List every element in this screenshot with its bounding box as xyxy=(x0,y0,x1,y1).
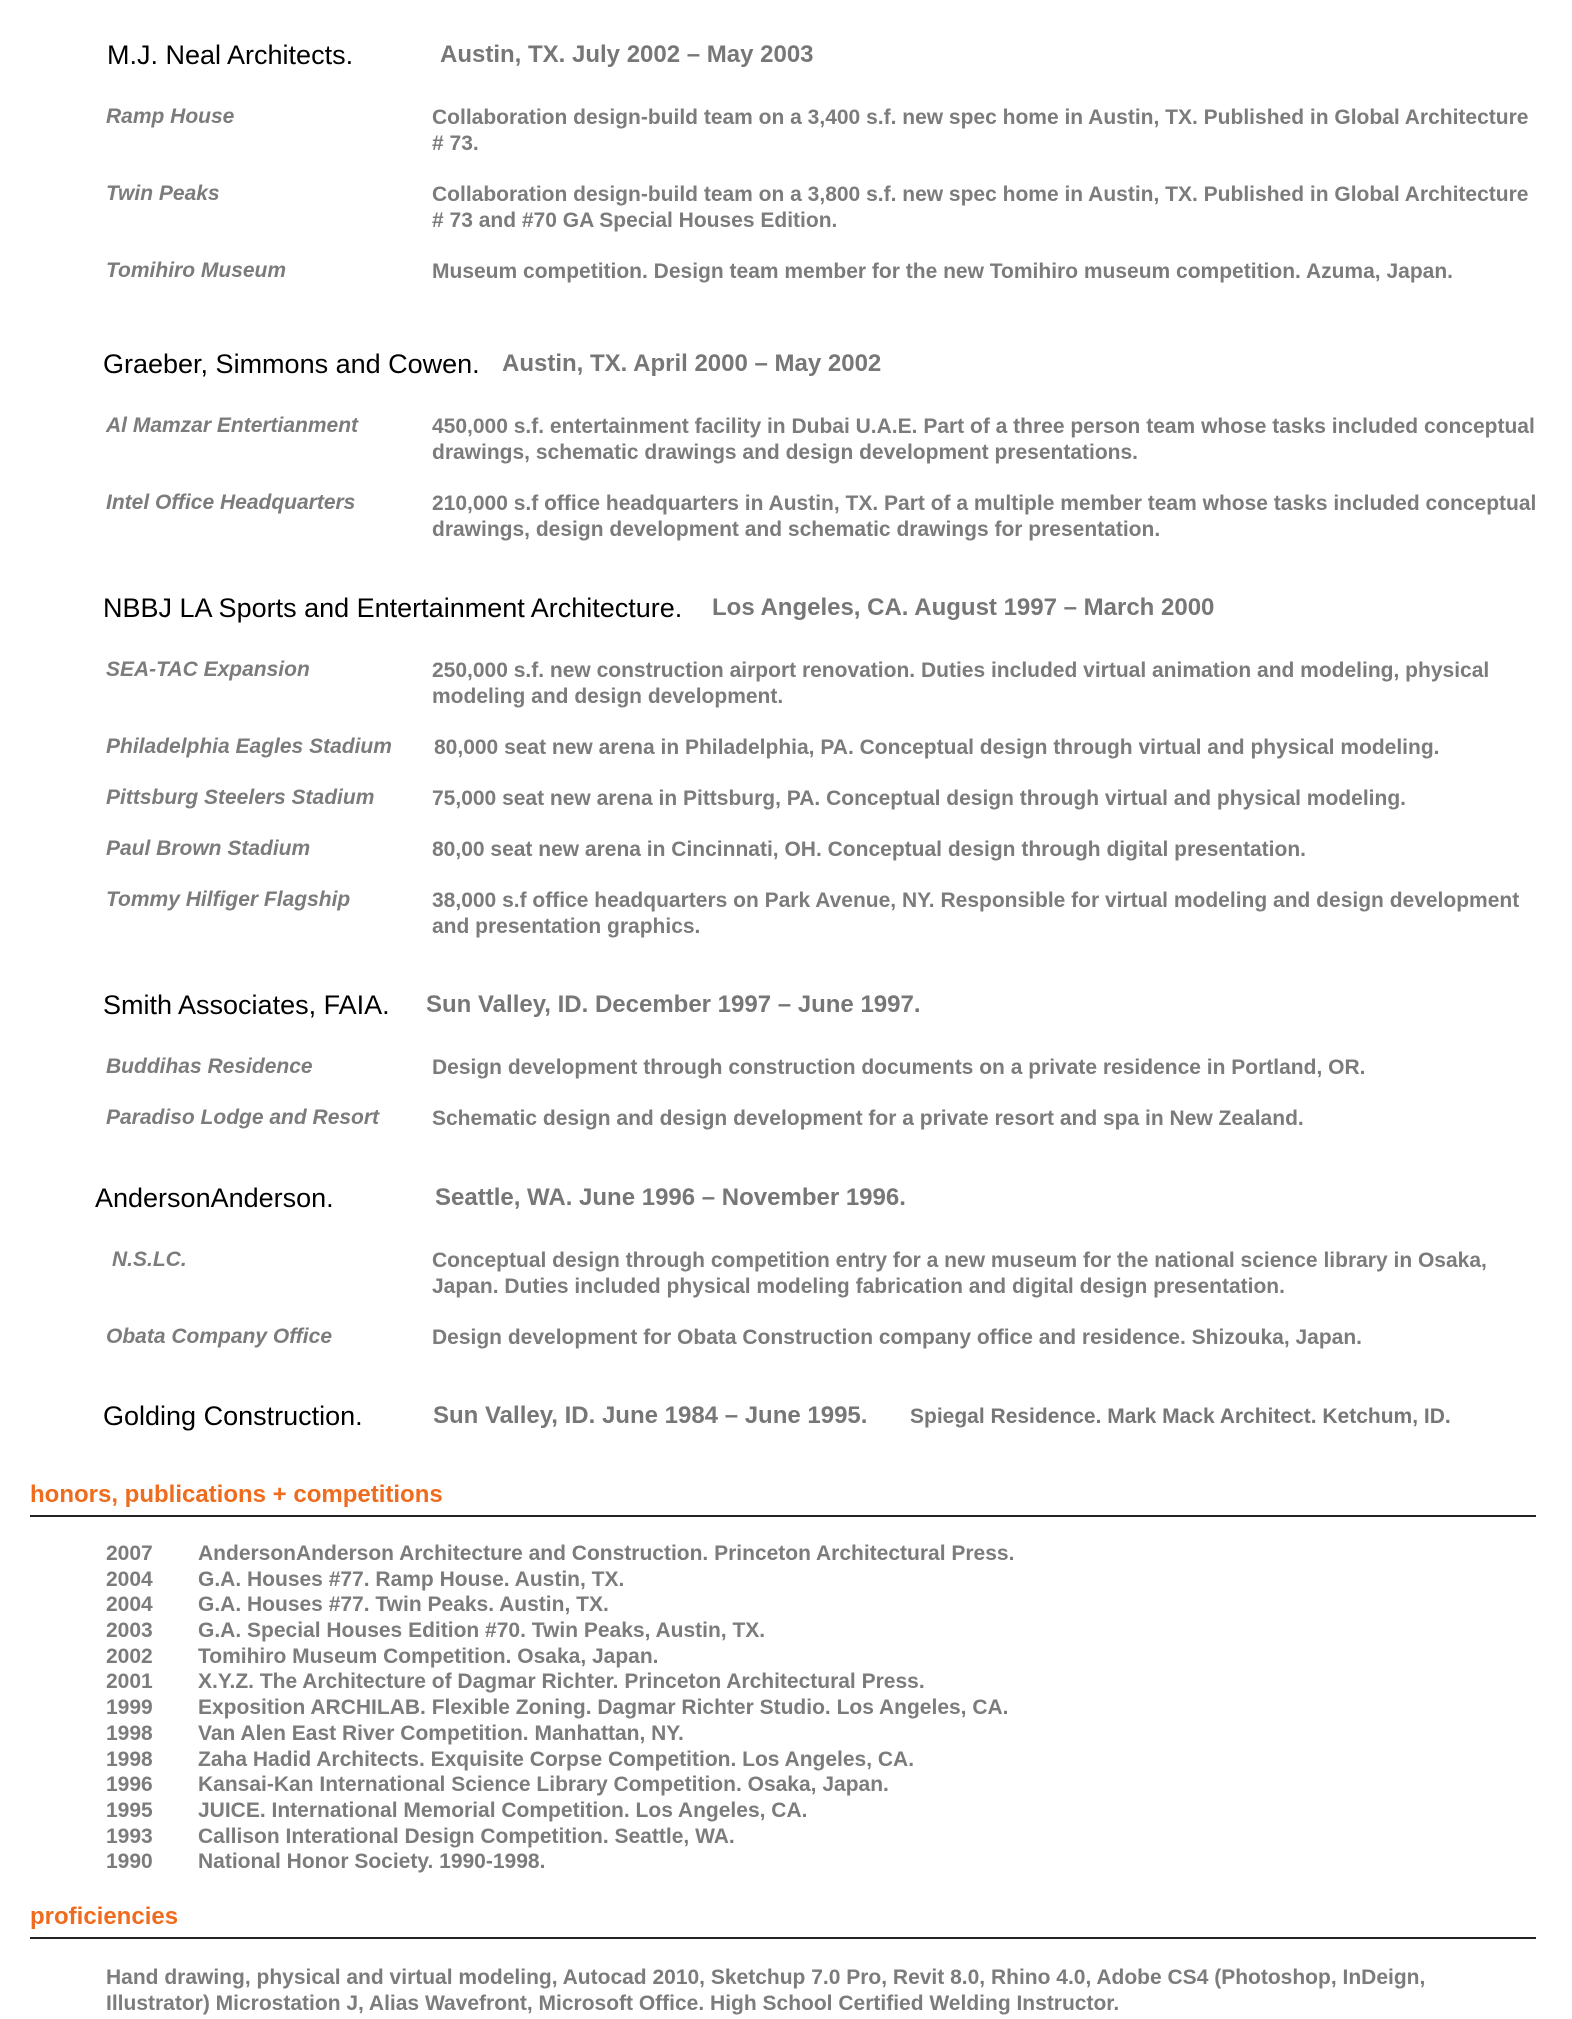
project-name: Paradiso Lodge and Resort xyxy=(106,1106,380,1129)
firm-location-dates: Sun Valley, ID. June 1984 – June 1995. xyxy=(433,1402,868,1429)
honor-text: Exposition ARCHILAB. Flexible Zoning. Dagmar Richter Studio. Los Angeles, CA. xyxy=(198,1696,1009,1720)
firm-name: Graeber, Simmons and Cowen. xyxy=(103,349,480,379)
honor-text: G.A. Houses #77. Twin Peaks. Austin, TX. xyxy=(198,1593,609,1617)
honor-text: G.A. Houses #77. Ramp House. Austin, TX. xyxy=(198,1567,625,1591)
project-name: Obata Company Office xyxy=(106,1325,332,1348)
project-description: Museum competition. Design team member for the new Tomihiro museum competition. Azuma, Japan. xyxy=(432,260,1453,283)
firm-name: AndersonAnderson. xyxy=(95,1183,334,1213)
honors-section-heading xyxy=(30,1481,1536,1517)
project-description: Collaboration design-build team on a 3,400 s.f. new spec home in Austin, TX. Published in Global Architecture # 73. xyxy=(432,106,1529,155)
project-name: Tomihiro Museum xyxy=(106,259,287,282)
firm-header xyxy=(0,593,1572,633)
honor-year: 2001 xyxy=(106,1670,153,1694)
list-item xyxy=(106,1850,1406,1876)
firm-location-dates: Austin, TX. July 2002 – May 2003 xyxy=(440,41,814,68)
project-name: Tommy Hilfiger Flagship xyxy=(106,888,351,911)
project-name: Ramp House xyxy=(106,105,235,128)
project-name: N.S.LC. xyxy=(112,1248,187,1271)
project-name: Twin Peaks xyxy=(106,182,220,205)
honor-text: X.Y.Z. The Architecture of Dagmar Richter. Princeton Architectural Press. xyxy=(198,1670,925,1694)
honor-text: Kansai-Kan International Science Library Competition. Osaka, Japan. xyxy=(198,1773,889,1797)
honors-list xyxy=(106,1542,1406,1876)
project-description: Collaboration design-build team on a 3,800 s.f. new spec home in Austin, TX. Published in Global Architecture # 73 and #70 GA Special Houses Edition. xyxy=(432,183,1529,232)
project-name: Philadelphia Eagles Stadium xyxy=(106,735,392,758)
honor-text: Zaha Hadid Architects. Exquisite Corpse Competition. Los Angeles, CA. xyxy=(198,1747,915,1771)
honor-text: Tomihiro Museum Competition. Osaka, Japan. xyxy=(198,1644,659,1668)
list-item xyxy=(106,1799,1406,1825)
firm-name: Smith Associates, FAIA. xyxy=(103,990,390,1020)
proficiencies-text: Hand drawing, physical and virtual modeling, Autocad 2010, Sketchup 7.0 Pro, Revit 8.0, Rhino 4.0, Adobe CS4 (Photoshop, InDeign, Illustrator) Microstation J, Alias Wavefront, Microsoft Office. High School Certified Welding Instructor. xyxy=(106,1966,1426,2015)
honor-year: 1998 xyxy=(106,1747,153,1771)
honor-year: 1996 xyxy=(106,1773,153,1797)
honor-year: 2004 xyxy=(106,1593,153,1617)
honor-year: 1990 xyxy=(106,1850,153,1874)
project-name: Intel Office Headquarters xyxy=(106,491,356,514)
project-description: Design development for Obata Construction company office and residence. Shizouka, Japan. xyxy=(432,1326,1363,1349)
firm-header xyxy=(0,1401,1572,1441)
project-description: 210,000 s.f office headquarters in Austin, TX. Part of a multiple member team whose tasks included conceptual drawings, design development and schematic drawings for presentation. xyxy=(432,492,1537,541)
firm-location-dates: Seattle, WA. June 1996 – November 1996. xyxy=(435,1184,906,1211)
list-item xyxy=(106,1670,1406,1696)
honor-year: 1995 xyxy=(106,1798,153,1822)
honor-text: National Honor Society. 1990-1998. xyxy=(198,1850,546,1874)
project-name: Paul Brown Stadium xyxy=(106,837,311,860)
project-description: 38,000 s.f office headquarters on Park Avenue, NY. Responsible for virtual modeling and design development and presentation graphics. xyxy=(432,889,1520,938)
firm-name: M.J. Neal Architects. xyxy=(107,40,354,70)
list-item xyxy=(106,1722,1406,1748)
list-item xyxy=(106,1645,1406,1671)
list-item xyxy=(106,1748,1406,1774)
honor-year: 1993 xyxy=(106,1824,153,1848)
honor-text: JUICE. International Memorial Competition. Los Angeles, CA. xyxy=(198,1798,808,1822)
project-description: 80,00 seat new arena in Cincinnati, OH. Conceptual design through digital presentation. xyxy=(432,838,1306,861)
firm-name: Golding Construction. xyxy=(103,1401,363,1431)
project-name: Pittsburg Steelers Stadium xyxy=(106,786,375,809)
project-name: Buddihas Residence xyxy=(106,1055,313,1078)
project-description: Design development through construction documents on a private residence in Portland, OR. xyxy=(432,1056,1366,1079)
project-description: Schematic design and design development for a private resort and spa in New Zealand. xyxy=(432,1107,1304,1130)
list-item xyxy=(106,1773,1406,1799)
firm-header xyxy=(0,1183,1572,1223)
honor-year: 1998 xyxy=(106,1721,153,1745)
honor-text: Van Alen East River Competition. Manhattan, NY. xyxy=(198,1721,684,1745)
list-item xyxy=(106,1825,1406,1851)
project-description: Conceptual design through competition entry for a new museum for the national science library in Osaka, Japan. Duties included physical modeling fabrication and digital design presentation. xyxy=(432,1249,1487,1298)
list-item xyxy=(106,1542,1406,1568)
project-description: 80,000 seat new arena in Philadelphia, PA. Conceptual design through virtual and physical modeling. xyxy=(434,736,1440,759)
project-description: 450,000 s.f. entertainment facility in Dubai U.A.E. Part of a three person team whose tasks included conceptual drawings, schematic drawings and design development presentations. xyxy=(432,415,1535,464)
proficiencies-heading-text: proficiencies xyxy=(30,1903,179,1930)
firm-header xyxy=(0,990,1572,1030)
list-item xyxy=(106,1593,1406,1619)
project-name: SEA-TAC Expansion xyxy=(106,658,310,681)
firm-location-dates: Austin, TX. April 2000 – May 2002 xyxy=(502,350,882,377)
list-item xyxy=(106,1568,1406,1594)
firm-extra-note: Spiegal Residence. Mark Mack Architect. Ketchum, ID. xyxy=(910,1405,1451,1428)
honors-heading-text: honors, publications + competitions xyxy=(30,1481,443,1508)
honor-year: 2002 xyxy=(106,1644,153,1668)
list-item xyxy=(106,1696,1406,1722)
project-name: Al Mamzar Entertianment xyxy=(106,414,359,437)
honor-year: 2003 xyxy=(106,1619,153,1643)
project-description: 75,000 seat new arena in Pittsburg, PA. Conceptual design through virtual and physical modeling. xyxy=(432,787,1406,810)
project-description: 250,000 s.f. new construction airport renovation. Duties included virtual animation and modeling, physical modeling and design development. xyxy=(432,659,1490,708)
firm-location-dates: Sun Valley, ID. December 1997 – June 1997. xyxy=(426,991,921,1018)
proficiencies-section-heading xyxy=(30,1903,1536,1939)
honor-year: 2007 xyxy=(106,1542,153,1565)
honor-text: AndersonAnderson Architecture and Construction. Princeton Architectural Press. xyxy=(198,1542,1015,1565)
honor-text: Callison Interational Design Competition. Seattle, WA. xyxy=(198,1824,735,1848)
honor-year: 1999 xyxy=(106,1696,153,1720)
firm-name: NBBJ LA Sports and Entertainment Architecture. xyxy=(103,593,683,623)
firm-header xyxy=(0,40,1572,80)
honor-year: 2004 xyxy=(106,1567,153,1591)
honor-text: G.A. Special Houses Edition #70. Twin Peaks, Austin, TX. xyxy=(198,1619,766,1643)
firm-header xyxy=(0,349,1572,389)
list-item xyxy=(106,1619,1406,1645)
firm-location-dates: Los Angeles, CA. August 1997 – March 2000 xyxy=(712,594,1215,621)
